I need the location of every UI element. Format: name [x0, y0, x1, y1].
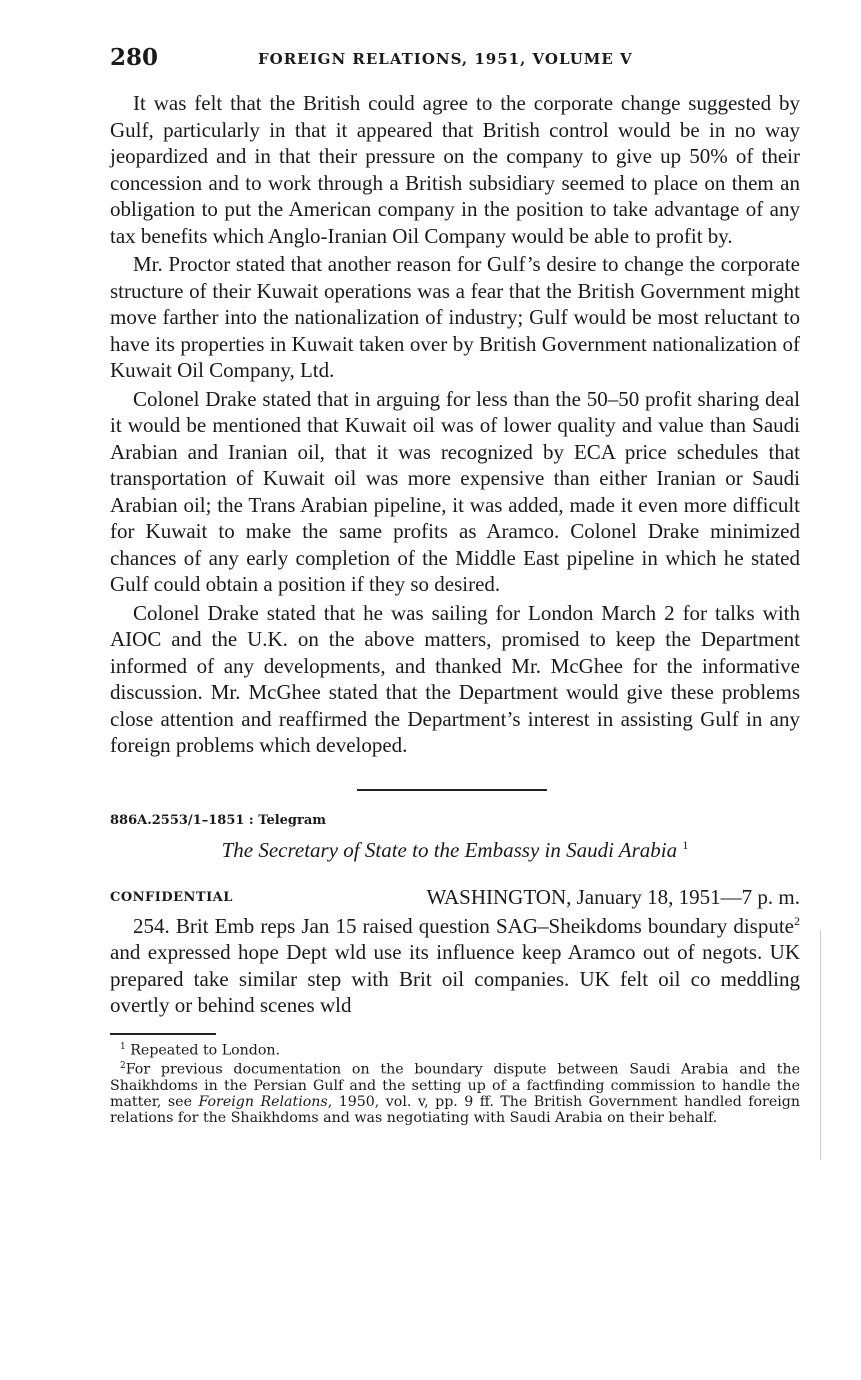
- footnote-1: [110, 1039, 800, 1059]
- dateline-row: [110, 883, 800, 913]
- document-title: [110, 838, 800, 863]
- page-number: 280: [110, 44, 159, 71]
- footnote-number: 2: [120, 1061, 126, 1072]
- paragraph: Colonel Drake stated that in arguing for less than the 50–50 profit sharing deal it would be mentioned that Kuwait oil was of lower quality and value than Saudi Arabian and Iranian oil, that it was recognized by ECA price schedules that transportation of Kuwait oil was more expensive than either Iranian or Saudi Arabian oil; the Trans Arabian pipeline, it was added, made it even more difficult for Kuwait to make the same profits as Aramco. Colonel Drake minimized chances of any early completion of the Middle East pipeline in which he stated Gulf could obtain a position if they so desired.: [110, 386, 800, 596]
- scan-margin-line: [820, 930, 821, 1160]
- telegram-text-part: 254. Brit Emb reps Jan 15 raised question SAG–Sheikdoms boundary dispute: [133, 913, 794, 938]
- footnote-citation: Foreign Relations: [198, 1093, 328, 1110]
- footnote-text: For previous documentation on the boundary dispute between Saudi Arabia and the Shaikhdoms in the Persian Gulf and the setting up of a factfinding commission to handle the matter, see: [110, 1061, 800, 1110]
- document-title-text: The Secretary of State to the Embassy in Saudi Arabia: [221, 837, 678, 862]
- file-reference: 886A.2553/1–1851 : Telegram: [110, 812, 327, 828]
- footnotes: [110, 1039, 800, 1126]
- footnote-number: 1: [120, 1041, 126, 1052]
- page-header: [110, 40, 800, 80]
- section-divider: [357, 789, 547, 791]
- telegram-text: [110, 913, 800, 1019]
- footnote-divider: [110, 1033, 216, 1035]
- footnote-text: , 1950, vol. v, pp. 9 ff. The British Government handled foreign relations for the Shaikhdoms and was negotiating with Saudi Arabia on their behalf.: [110, 1093, 800, 1126]
- dateline: WASHINGTON, January 18, 1951—7 p. m.: [426, 884, 800, 909]
- running-head: FOREIGN RELATIONS, 1951, VOLUME V: [258, 50, 633, 68]
- telegram-text-part: and expressed hope Dept wld use its influence keep Aramco out of negots. UK prepared take similar step with Brit oil companies. UK felt oil co meddling overtly or behind scenes wld: [110, 940, 800, 1017]
- paragraph: Colonel Drake stated that he was sailing for London March 2 for talks with AIOC and the U.K. on the above matters, promised to keep the Department informed of any developments, and thanked Mr. McGhee for the informative discussion. Mr. McGhee stated that the Department would give these problems close attention and reaffirmed the Department’s interest in assisting Gulf in any foreign problems which developed.: [110, 600, 800, 757]
- body-text: [110, 90, 800, 759]
- paragraph: It was felt that the British could agree to the corporate change suggested by Gulf, particularly in that it appeared that British control would be in no way jeopardized and in that their pressure on the company to give up 50% of their concession and to work through a British subsidiary seemed to place on them an obligation to put the American company in the position to take advantage of any tax benefits which Anglo-Iranian Oil Company would be able to profit by.: [110, 91, 800, 248]
- footnote-text: Repeated to London.: [130, 1042, 281, 1059]
- classification-label: CONFIDENTIAL: [110, 889, 233, 905]
- page: [110, 40, 800, 1126]
- footnote-2: [110, 1058, 800, 1126]
- paragraph: Mr. Proctor stated that another reason for Gulf’s desire to change the corporate structure of their Kuwait operations was a fear that the British Government might move farther into the nationalization of industry; Gulf would be most reluctant to have its properties in Kuwait taken over by British Government nationalization of Kuwait Oil Company, Ltd.: [110, 252, 800, 382]
- footnote-marker: 1: [682, 837, 689, 852]
- footnote-marker: 2: [794, 913, 800, 928]
